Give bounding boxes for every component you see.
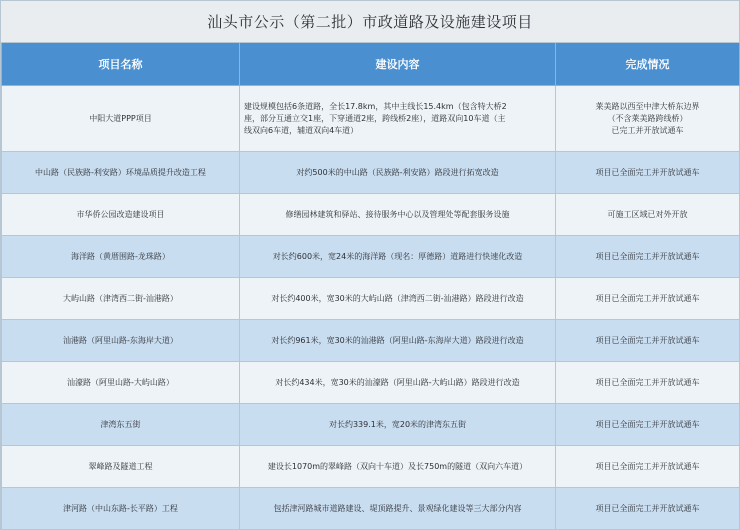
table-body <box>2 86 740 530</box>
page-title: 汕头市公示（第二批）市政道路及设施建设项目 <box>1 1 739 43</box>
project-table <box>1 43 740 530</box>
status-line: 莱美路以西至中津大桥东边界 <box>595 101 700 111</box>
completion-status-cell <box>556 446 740 488</box>
completion-status-cell <box>556 320 740 362</box>
table-row <box>2 404 740 446</box>
project-name-cell: 津河路（中山东路-长平路）工程 <box>2 488 240 530</box>
content-line: 对长约600米，宽24米的海洋路（现名：厚德路）道路进行快速化改造 <box>272 251 523 261</box>
content-line: 修缮园林建筑和驿站、接待服务中心以及管理处等配套服务设施 <box>285 209 510 219</box>
project-name-cell: 市华侨公园改造建设项目 <box>2 194 240 236</box>
content-line: 建设长1070m的翠峰路（双向十车道）及长750m的隧道（双向六车道） <box>267 461 528 471</box>
construction-content-cell <box>240 362 556 404</box>
content-line: 建设规模包括6条道路，全长17.8km，其中主线长15.4km（包含特大桥2 <box>244 101 507 111</box>
project-name-cell: 中山路（民族路-利安路）环境品质提升改造工程 <box>2 152 240 194</box>
construction-content-cell <box>240 488 556 530</box>
content-line: 对长约339.1米，宽20米的津湾东五街 <box>328 419 467 429</box>
completion-status-cell <box>556 404 740 446</box>
status-line: （不含莱美路跨线桥） <box>607 113 688 123</box>
completion-status-cell <box>556 278 740 320</box>
completion-status-cell <box>556 362 740 404</box>
content-line: 对长约961米，宽30米的汕港路（阿里山路-东海岸大道）路段进行改造 <box>271 335 524 345</box>
completion-status-cell <box>556 194 740 236</box>
content-line: 线双向6车道，辅道双向4车道） <box>244 125 359 135</box>
content-line: 对约500米的中山路（民族路-利安路）路段进行拓宽改造 <box>296 167 499 177</box>
status-line: 项目已全面完工并开放试通车 <box>595 167 700 177</box>
status-line: 项目已全面完工并开放试通车 <box>595 335 700 345</box>
table-row <box>2 86 740 152</box>
construction-content-cell <box>240 278 556 320</box>
table-row <box>2 488 740 530</box>
status-line: 项目已全面完工并开放试通车 <box>595 461 700 471</box>
status-line: 项目已全面完工并开放试通车 <box>595 377 700 387</box>
table-row <box>2 362 740 404</box>
table-header-row <box>2 43 740 86</box>
construction-content-cell <box>240 404 556 446</box>
column-header-status: 完成情况 <box>556 43 740 86</box>
table-row <box>2 446 740 488</box>
column-header-content: 建设内容 <box>240 43 556 86</box>
table-row <box>2 194 740 236</box>
construction-content-cell <box>240 236 556 278</box>
column-header-name: 项目名称 <box>2 43 240 86</box>
status-line: 项目已全面完工并开放试通车 <box>595 251 700 261</box>
completion-status-cell <box>556 152 740 194</box>
table-row <box>2 236 740 278</box>
project-name-cell: 大屿山路（津湾西二街-汕港路） <box>2 278 240 320</box>
content-line: 对长约400米，宽30米的大屿山路（津湾西二街-汕港路）路段进行改造 <box>271 293 524 303</box>
table-row <box>2 152 740 194</box>
project-name-cell: 翠峰路及隧道工程 <box>2 446 240 488</box>
project-name-cell: 汕濠路（阿里山路-大屿山路） <box>2 362 240 404</box>
status-line: 项目已全面完工并开放试通车 <box>595 419 700 429</box>
project-name-cell: 汕港路（阿里山路-东海岸大道） <box>2 320 240 362</box>
status-line: 可施工区域已对外开放 <box>607 209 688 219</box>
construction-content-cell <box>240 320 556 362</box>
status-line: 项目已全面完工并开放试通车 <box>595 293 700 303</box>
construction-content-cell <box>240 152 556 194</box>
status-line: 已完工并开放试通车 <box>611 125 684 135</box>
content-line: 座，部分互通立交1座，下穿通道2座，跨线桥2座），道路双向10车道（主 <box>244 113 506 123</box>
construction-content-cell <box>240 446 556 488</box>
status-line: 项目已全面完工并开放试通车 <box>595 503 700 513</box>
construction-content-cell <box>240 86 556 152</box>
completion-status-cell <box>556 236 740 278</box>
content-line: 包括津河路城市道路建设、堤顶路提升、景观绿化建设等三大部分内容 <box>273 503 522 513</box>
table-row <box>2 278 740 320</box>
content-line: 对长约434米，宽30米的汕濠路（阿里山路-大屿山路）路段进行改造 <box>275 377 520 387</box>
project-name-cell: 海洋路（黄厝围路-龙珠路） <box>2 236 240 278</box>
project-name-cell: 津湾东五街 <box>2 404 240 446</box>
construction-content-cell <box>240 194 556 236</box>
completion-status-cell <box>556 86 740 152</box>
completion-status-cell <box>556 488 740 530</box>
project-name-cell: 中阳大道PPP项目 <box>2 86 240 152</box>
table-row <box>2 320 740 362</box>
